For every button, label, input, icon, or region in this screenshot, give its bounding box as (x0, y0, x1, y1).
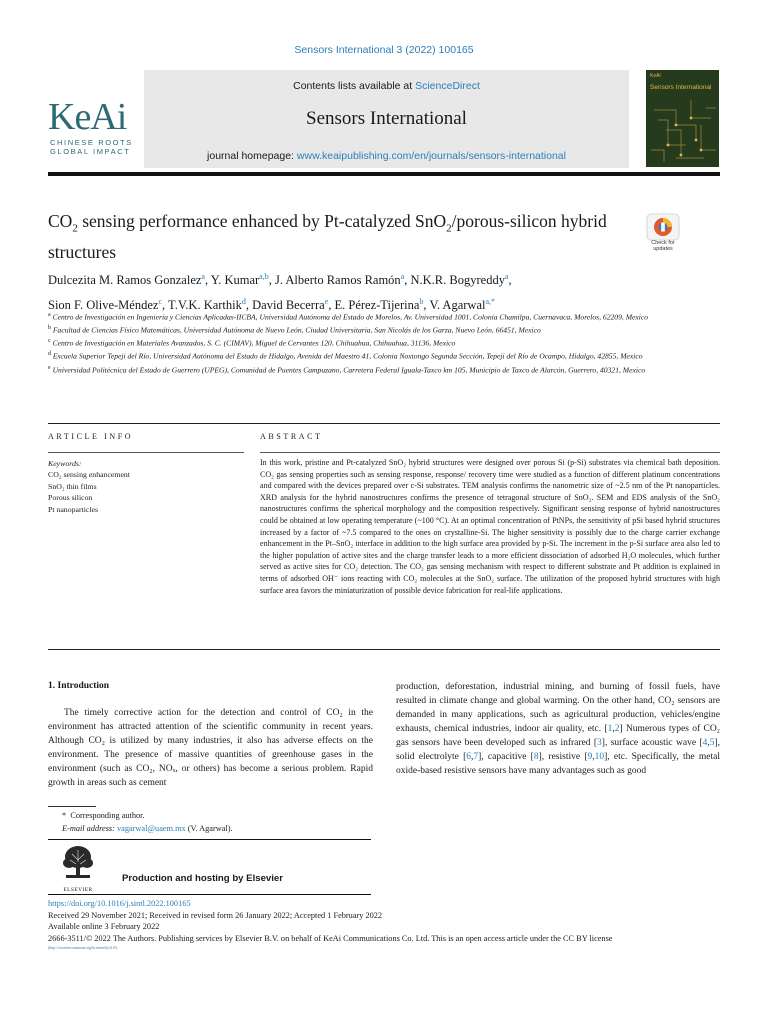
sciencedirect-link[interactable]: ScienceDirect (415, 80, 480, 92)
contents-line: Contents lists available at ScienceDirect (293, 80, 480, 92)
citation-link[interactable]: 5 (709, 738, 715, 748)
citation-link[interactable]: 7 (473, 752, 479, 762)
corresponding-author-note: Corresponding author. (70, 811, 145, 820)
citation-link[interactable]: 10 (594, 752, 605, 762)
affiliation-item: $^c$ Centro de Investigación en Materiales Avanzados, S. C. (CIMAV), Miguel de Cervantes 120, Chihuahua, Chihuahua, 31136, Mexico (48, 338, 456, 348)
keywords-block (48, 458, 244, 515)
header-divider (48, 172, 720, 176)
article-info-heading: ARTICLE INFO (48, 432, 134, 441)
doi-link[interactable]: https://doi.org/10.1016/j.sintl.2022.100165 (48, 899, 191, 908)
footnote-rule (48, 806, 96, 807)
abstract-rule (260, 452, 720, 453)
copyright-line: 2666-3511/© 2022 The Authors. Publishing services by Elsevier B.V. on behalf of KeAi Communications Co. Ltd. This is an open access article under the CC BY license (48, 933, 613, 943)
affiliations (48, 310, 688, 376)
author-list: Dulcezita M. Ramos Gonzalez$^a$, Y. Kumar$^{a,b}$, J. Alberto Ramos Ramón$^a$, N.K.R. Bogyreddy$^a$, Sion F. Olive-Méndez$^c$, T.V.K. Karthik$^d$, David Becerra$^e$, E. Pérez-Tijerina$^b$, V. Agarwal$^{a,*}$ (48, 272, 512, 313)
author-affiliation-marker[interactable]: a,b (259, 272, 269, 281)
abstract-text: In this work, pristine and Pt-catalyzed SnO₂ hybrid structures were designed over porous Si (p-Si) substrates via chemical bath deposition. CO₂ gas sensing properties such as sensing response, response/ recovery time were studied as a function of different platinum concentrations and compared with the devices prepared over c-Si substrates. TEM analysis confirms the nanometric size of ~2.5 nm of the Pt nanoparticles. XRD analysis for the hybrid nanostructures confirms the presence of tetragonal structure of SnO₂. SEM and EDS analysis of the SnO₂ nanostructures confirms the spherical morphology and the composition respectively. Significant sensing response of hybrid nanostructures could be obtained at low operating temperature (~100 °C). At an optimal concentration of PtNPs, the sensitivity of pSi based hybrid structures increased by a factor of ~7.5 compared to the ones on crystalline-Si. The higher sensitivity is possibly due to the charge carrier exchange enhancement in the Pt–SnO₂ interface in addition to the high surface area provided by p-Si. The increment in the p-Si surface area also led to the higher population of active sites and the charge transfer leads to a more efficient dissociation of adsorbed H₂O molecules, which further served as active sites for CO₂ detection. The CO₂ gas sensing mechanism with respect to different substrate and Pt addition is explained in terms of adsorbed OH⁻ ions reacting with CO₂ molecules at the SnO₂ surface. The utilization of the proposed hybrid structures with high surface area favors the miniaturization of possible device fabrication for real-life applications. (260, 458, 720, 595)
author-affiliation-marker[interactable]: a (201, 272, 205, 281)
author-name[interactable]: Sion F. Olive-Méndez (48, 298, 159, 313)
journal-cover-image[interactable] (646, 70, 719, 167)
body-column-left: The timely corrective action for the detection and control of CO₂ in the environment has attracted attention of the scientific community in recent years. Although CO₂ is utilized by many industries, it also has adverse effects on the environment. The presence of massive quantities of greenhouse gases in the environment (such as CO₂, NOₓ, or others) has become a serious problem. Rapid growth in areas such as cement (48, 708, 373, 788)
citation-link[interactable]: 6 (466, 752, 471, 762)
footnote: * Corresponding author. E-mail address: vagarwal@uaem.mx (V. Agarwal). (62, 811, 233, 833)
elsevier-logo[interactable] (58, 844, 98, 893)
received-dates: Received 29 November 2021; Received in revised form 26 January 2022; Accepted 1 February 2022 (48, 910, 383, 920)
affiliation-item: $^a$ Centro de Investigación en Ingeniería y Ciencias Aplicadas-IICBA, Universidad Autónoma del Estado de Morelos, Av. Universidad 1001, Colonia Chamilpa, Cuernavaca, Morelos, 62209, Mexico (48, 312, 649, 322)
author-affiliation-marker[interactable]: d (241, 297, 246, 307)
section-heading-introduction: 1. Introduction (48, 681, 110, 691)
author-affiliation-marker[interactable]: e (324, 297, 329, 307)
body-column-right: production, deforestation, industrial mining, and burning of fossil fuels, have resulted in climate change and global warming. On the other hand, CO₂ sensors are demanded in many applications, such as agricultural production, vehicles/engine exhausts, chemical industries, indoor air quality, etc. [1,2] Numerous types of CO₂ gas sensors have been developed such as infrared [3], surface acoustic wave [4,5], solid electrolyte [6,7], capacitive [8], resistive [9,10], etc. Specifically, the metal oxide-based resistive sensors have many advantages such as good (396, 682, 720, 776)
crossmark-label-2: updates (653, 246, 673, 252)
article-info-rule (48, 452, 244, 453)
author-name[interactable]: Dulcezita M. Ramos Gonzalez (48, 273, 202, 288)
available-online: Available online 3 February 2022 (48, 922, 160, 932)
citation-link[interactable]: 4 (702, 738, 708, 748)
author-affiliation-marker[interactable]: a,* (485, 297, 496, 307)
journal-homepage-link[interactable]: www.keaipublishing.com/en/journals/sensors-international (296, 150, 566, 162)
homepage-line: journal homepage: www.keaipublishing.com/en/journals/sensors-international (207, 150, 566, 162)
cover-brand: KeAi (650, 73, 661, 79)
publication-info (48, 898, 728, 952)
author-name[interactable]: J. Alberto Ramos Ramón (274, 273, 401, 288)
keai-tagline-2: GLOBAL IMPACT (50, 147, 131, 156)
journal-reference[interactable]: Sensors International 3 (2022) 100165 (294, 44, 474, 56)
author-name[interactable]: Y. Kumar (210, 273, 260, 288)
keyword-item: Porous silicon (48, 493, 93, 503)
section-divider-bottom (48, 649, 720, 650)
author-email-link[interactable]: vagarwal@uaem.mx (117, 823, 186, 833)
affiliation-item: $^b$ Facultad de Ciencias Físico Matemáticas, Universidad Autónoma de Nuevo León, Ciudad Universitaria, San Nicolás de los Garza, Nuevo León, 66451, Mexico (48, 325, 541, 335)
author-name[interactable]: N.K.R. Bogyreddy (410, 273, 505, 288)
crossmark-label-1: Check for (651, 240, 675, 246)
citation-link[interactable]: 2 (614, 724, 620, 734)
author-affiliation-marker[interactable]: c (158, 297, 163, 307)
cover-title: Sensors International (650, 84, 712, 91)
abstract-heading: ABSTRACT (260, 432, 323, 441)
check-for-updates-badge[interactable] (646, 213, 680, 257)
affiliation-item: $^e$ Universidad Politécnica del Estado de Guerrero (UPEG), Comunidad de Puentes Campuzano, Carretera Federal Iguala-Taxco km 105, Municipio de Taxco de Alarcón, Guerrero, 40321, Mexico (48, 364, 646, 375)
author-name[interactable]: David Becerra (252, 298, 325, 313)
citation-link[interactable]: 8 (533, 752, 539, 762)
license-link[interactable]: (http://creativecommons.org/licenses/by/4.0/). (48, 946, 119, 951)
author-name[interactable]: T.V.K. Karthik (168, 298, 242, 313)
elsevier-hosting-text: Production and hosting by Elsevier (122, 873, 283, 884)
section-divider-top (48, 423, 720, 424)
author-affiliation-marker[interactable]: b (419, 297, 424, 307)
elsevier-logo-text: ELSEVIER (63, 887, 93, 893)
keai-tagline-1: CHINESE ROOTS (50, 138, 133, 147)
keywords-label: Keywords: (48, 459, 82, 468)
journal-name: Sensors International (306, 108, 467, 129)
keyword-item: Pt nanoparticles (48, 504, 99, 514)
author-name[interactable]: V. Agarwal (429, 298, 486, 313)
affiliation-item: $^d$ Escuela Superior Tepeji del Río, Universidad Autónoma del Estado de Hidalgo, Avenida del Maestro 41, Colonia Noxtongo Segunda Sección, Tepeji del Río de Ocampo, Hidalgo, 42855, Mexico (48, 351, 643, 361)
keai-logo (48, 98, 138, 158)
elsevier-hosting-box (48, 839, 371, 895)
author-affiliation-marker[interactable]: a (400, 272, 405, 281)
keyword-item: SnO₂ thin films (48, 481, 97, 491)
article-title: $CO_2$ sensing performance enhanced by Pt-catalyzed SnO$_2$/porous-silicon hybrid structures (48, 211, 607, 262)
citation-link[interactable]: 3 (597, 738, 602, 748)
author-name[interactable]: E. Pérez-Tijerina (334, 298, 420, 313)
author-affiliation-marker[interactable]: a (504, 272, 509, 281)
citation-link[interactable]: 1 (607, 724, 613, 734)
elsevier-tree-icon (58, 844, 98, 882)
keai-logo-word: KeAi (48, 96, 127, 138)
keyword-item: CO₂ sensing enhancement (48, 470, 130, 480)
citation-link[interactable]: 9 (587, 752, 593, 762)
